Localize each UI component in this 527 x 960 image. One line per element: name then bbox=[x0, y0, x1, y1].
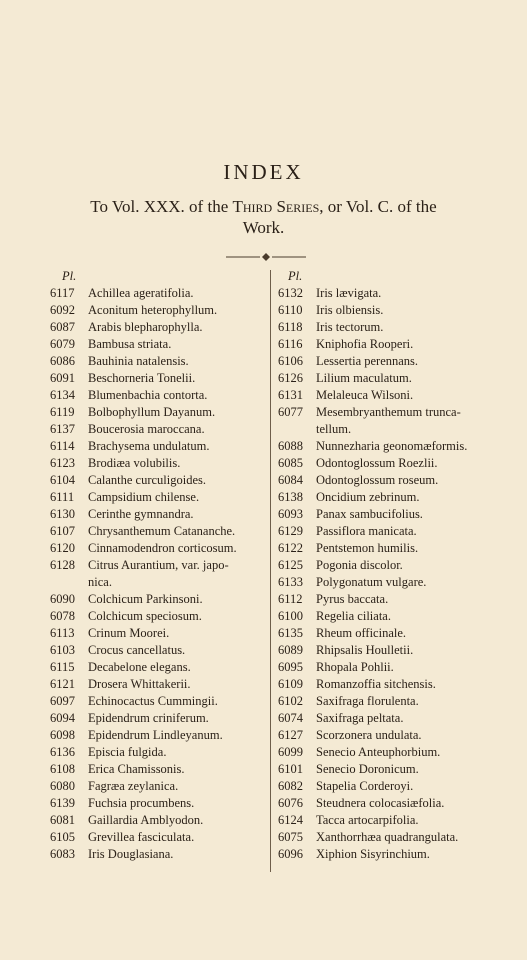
index-entry bbox=[50, 829, 265, 846]
index-entry bbox=[50, 591, 265, 608]
species-name: Oncidium zebrinum. bbox=[316, 490, 420, 504]
plate-number: 6129 bbox=[278, 524, 303, 538]
species-name: Iris Douglasiana. bbox=[88, 847, 174, 861]
index-entry bbox=[278, 557, 493, 574]
plate-number: 6078 bbox=[50, 609, 75, 623]
species-name: Cinnamodendron corticosum. bbox=[88, 541, 237, 555]
index-entry bbox=[50, 353, 265, 370]
index-entry bbox=[278, 778, 493, 795]
species-name: Iris lævigata. bbox=[316, 286, 382, 300]
species-name: Kniphofia Rooperi. bbox=[316, 337, 414, 351]
plate-number: 6113 bbox=[50, 626, 75, 640]
species-name: Erica Chamissonis. bbox=[88, 762, 185, 776]
index-entry bbox=[278, 438, 493, 455]
subtitle-middle: , or Vol. C. of the bbox=[319, 197, 437, 216]
species-name: Arabis blepharophylla. bbox=[88, 320, 203, 334]
index-entry bbox=[278, 336, 493, 353]
index-entry bbox=[278, 812, 493, 829]
species-name: Iris tectorum. bbox=[316, 320, 384, 334]
species-name: Beschorneria Tonelii. bbox=[88, 371, 196, 385]
plate-number: 6117 bbox=[50, 286, 75, 300]
plate-number: 6079 bbox=[50, 337, 75, 351]
index-entry bbox=[278, 523, 493, 540]
plate-number: 6111 bbox=[50, 490, 75, 504]
plate-number: 6139 bbox=[50, 796, 75, 810]
index-entry bbox=[50, 795, 265, 812]
index-entry bbox=[50, 285, 265, 302]
index-entry bbox=[278, 387, 493, 404]
species-name: Mesembryanthemum trunca- bbox=[316, 405, 461, 419]
plate-number: 6126 bbox=[278, 371, 303, 385]
plate-number: 6105 bbox=[50, 830, 75, 844]
species-name: Epidendrum Lindleyanum. bbox=[88, 728, 223, 742]
subtitle-work: Work. bbox=[242, 218, 285, 237]
plate-number: 6101 bbox=[278, 762, 303, 776]
species-name-continuation: nica. bbox=[88, 575, 112, 589]
index-entry bbox=[50, 472, 265, 489]
plate-number: 6103 bbox=[50, 643, 75, 657]
species-name: Bolbophyllum Dayanum. bbox=[88, 405, 216, 419]
index-entry bbox=[278, 285, 493, 302]
index-entry bbox=[278, 506, 493, 523]
species-name: Melaleuca Wilsoni. bbox=[316, 388, 414, 402]
index-entry bbox=[50, 761, 265, 778]
species-name: Saxifraga florulenta. bbox=[316, 694, 419, 708]
species-name: Campsidium chilense. bbox=[88, 490, 200, 504]
index-entry bbox=[50, 693, 265, 710]
plate-number: 6114 bbox=[50, 439, 75, 453]
plate-number: 6081 bbox=[50, 813, 75, 827]
page-subtitle bbox=[40, 196, 487, 238]
index-entry bbox=[50, 336, 265, 353]
plate-number: 6112 bbox=[278, 592, 303, 606]
index-entry bbox=[278, 302, 493, 319]
species-name: Stapelia Corderoyi. bbox=[316, 779, 414, 793]
plate-number: 6087 bbox=[50, 320, 75, 334]
species-name: Colchicum Parkinsoni. bbox=[88, 592, 203, 606]
plate-number: 6116 bbox=[278, 337, 303, 351]
index-entry bbox=[50, 778, 265, 795]
plate-number: 6091 bbox=[50, 371, 75, 385]
column-header-left: Pl. bbox=[62, 269, 77, 283]
species-name: Senecio Doronicum. bbox=[316, 762, 419, 776]
plate-number: 6096 bbox=[278, 847, 303, 861]
species-name: Gaillardia Amblyodon. bbox=[88, 813, 204, 827]
plate-number: 6083 bbox=[50, 847, 75, 861]
plate-number: 6134 bbox=[50, 388, 75, 402]
species-name: Tacca artocarpifolia. bbox=[316, 813, 419, 827]
plate-number: 6109 bbox=[278, 677, 303, 691]
species-name: Pyrus baccata. bbox=[316, 592, 389, 606]
index-entry bbox=[278, 676, 493, 693]
index-entry bbox=[50, 625, 265, 642]
index-entry bbox=[50, 676, 265, 693]
index-entry bbox=[50, 846, 265, 863]
species-name: Colchicum speciosum. bbox=[88, 609, 202, 623]
species-name: Echinocactus Cummingii. bbox=[88, 694, 218, 708]
index-entry bbox=[278, 489, 493, 506]
species-name: Lessertia perennans. bbox=[316, 354, 419, 368]
index-entry bbox=[50, 302, 265, 319]
species-name: Aconitum heterophyllum. bbox=[88, 303, 218, 317]
species-name: Crinum Moorei. bbox=[88, 626, 170, 640]
index-entry bbox=[50, 812, 265, 829]
plate-number: 6124 bbox=[278, 813, 303, 827]
species-name: Senecio Anteuphorbium. bbox=[316, 745, 441, 759]
plate-number: 6119 bbox=[50, 405, 75, 419]
plate-number: 6104 bbox=[50, 473, 75, 487]
species-name: Pogonia discolor. bbox=[316, 558, 403, 572]
species-name: Nunnezharia geonomæformis. bbox=[316, 439, 468, 453]
column-divider bbox=[270, 270, 271, 872]
species-name: Polygonatum vulgare. bbox=[316, 575, 427, 589]
species-name: Rhipsalis Houlletii. bbox=[316, 643, 414, 657]
plate-number: 6076 bbox=[278, 796, 303, 810]
index-entry bbox=[278, 353, 493, 370]
index-entry bbox=[278, 404, 493, 421]
species-name: Pentstemon humilis. bbox=[316, 541, 419, 555]
species-name: Brodiæa volubilis. bbox=[88, 456, 181, 470]
plate-number: 6100 bbox=[278, 609, 303, 623]
index-entry bbox=[278, 761, 493, 778]
plate-number: 6130 bbox=[50, 507, 75, 521]
plate-number: 6099 bbox=[278, 745, 303, 759]
plate-number: 6080 bbox=[50, 779, 75, 793]
plate-number: 6118 bbox=[278, 320, 303, 334]
plate-number: 6127 bbox=[278, 728, 303, 742]
subtitle-series: Third Series bbox=[232, 197, 320, 216]
right-column bbox=[278, 268, 493, 863]
species-name: Fagræa zeylanica. bbox=[88, 779, 179, 793]
index-entry bbox=[278, 370, 493, 387]
index-entry bbox=[278, 472, 493, 489]
subtitle-prefix: To Vol. XXX. of the bbox=[90, 197, 229, 216]
species-name: Passiflora manicata. bbox=[316, 524, 417, 538]
index-entry bbox=[50, 455, 265, 472]
species-name: Rheum officinale. bbox=[316, 626, 407, 640]
plate-number: 6121 bbox=[50, 677, 75, 691]
species-name: Saxifraga peltata. bbox=[316, 711, 404, 725]
plate-number: 6131 bbox=[278, 388, 303, 402]
index-entry bbox=[50, 319, 265, 336]
left-column bbox=[50, 268, 265, 863]
index-entry bbox=[50, 489, 265, 506]
plate-number: 6089 bbox=[278, 643, 303, 657]
species-name-continuation: tellum. bbox=[316, 422, 352, 436]
plate-number: 6106 bbox=[278, 354, 303, 368]
species-name: Steudnera colocasiæfolia. bbox=[316, 796, 445, 810]
species-name: Cerinthe gymnandra. bbox=[88, 507, 194, 521]
species-name: Achillea ageratifolia. bbox=[88, 286, 194, 300]
index-entry bbox=[50, 404, 265, 421]
index-entry bbox=[50, 421, 265, 438]
plate-number: 6138 bbox=[278, 490, 303, 504]
species-name: Bambusa striata. bbox=[88, 337, 172, 351]
species-name: Scorzonera undulata. bbox=[316, 728, 422, 742]
species-name: Blumenbachia contorta. bbox=[88, 388, 208, 402]
species-name: Panax sambucifolius. bbox=[316, 507, 423, 521]
plate-number: 6115 bbox=[50, 660, 75, 674]
index-entry bbox=[50, 387, 265, 404]
page-title: INDEX bbox=[223, 160, 304, 184]
species-name: Crocus cancellatus. bbox=[88, 643, 186, 657]
plate-number: 6122 bbox=[278, 541, 303, 555]
index-entry bbox=[50, 727, 265, 744]
plate-number: 6102 bbox=[278, 694, 303, 708]
species-name: Episcia fulgida. bbox=[88, 745, 167, 759]
species-name: Citrus Aurantium, var. japo- bbox=[88, 558, 229, 572]
index-entry bbox=[50, 506, 265, 523]
index-entry bbox=[278, 829, 493, 846]
index-entry bbox=[50, 438, 265, 455]
index-entry bbox=[278, 710, 493, 727]
species-name: Chrysanthemum Catananche. bbox=[88, 524, 236, 538]
plate-number: 6123 bbox=[50, 456, 75, 470]
index-entry bbox=[50, 744, 265, 761]
index-entry bbox=[278, 319, 493, 336]
index-entry bbox=[50, 370, 265, 387]
species-name: Regelia ciliata. bbox=[316, 609, 391, 623]
species-name: Drosera Whittakerii. bbox=[88, 677, 191, 691]
index-entry bbox=[278, 455, 493, 472]
index-entry bbox=[50, 710, 265, 727]
plate-number: 6074 bbox=[278, 711, 303, 725]
index-entry bbox=[278, 659, 493, 676]
plate-number: 6086 bbox=[50, 354, 75, 368]
plate-number: 6098 bbox=[50, 728, 75, 742]
index-entry bbox=[50, 608, 265, 625]
plate-number: 6132 bbox=[278, 286, 303, 300]
plate-number: 6135 bbox=[278, 626, 303, 640]
index-entry bbox=[278, 574, 493, 591]
index-entry bbox=[278, 625, 493, 642]
index-entry bbox=[50, 557, 265, 574]
ornament-divider bbox=[226, 252, 306, 262]
plate-number: 6095 bbox=[278, 660, 303, 674]
plate-number: 6120 bbox=[50, 541, 75, 555]
plate-number: 6133 bbox=[278, 575, 303, 589]
index-entry bbox=[278, 693, 493, 710]
index-entry bbox=[278, 540, 493, 557]
plate-number: 6082 bbox=[278, 779, 303, 793]
species-name: Fuchsia procumbens. bbox=[88, 796, 195, 810]
plate-number: 6090 bbox=[50, 592, 75, 606]
index-entry bbox=[278, 642, 493, 659]
species-name: Odontoglossum Roezlii. bbox=[316, 456, 438, 470]
species-name: Rhopala Pohlii. bbox=[316, 660, 394, 674]
plate-number: 6084 bbox=[278, 473, 303, 487]
index-entry bbox=[278, 846, 493, 863]
plate-number: 6094 bbox=[50, 711, 75, 725]
index-entry bbox=[278, 591, 493, 608]
column-header-right: Pl. bbox=[288, 269, 303, 283]
species-name: Xanthorrhæa quadrangulata. bbox=[316, 830, 459, 844]
plate-number: 6128 bbox=[50, 558, 75, 572]
plate-number: 6092 bbox=[50, 303, 75, 317]
plate-number: 6075 bbox=[278, 830, 303, 844]
species-name: Xiphion Sisyrinchium. bbox=[316, 847, 430, 861]
species-name: Bauhinia natalensis. bbox=[88, 354, 189, 368]
plate-number: 6136 bbox=[50, 745, 75, 759]
plate-number: 6093 bbox=[278, 507, 303, 521]
plate-number: 6088 bbox=[278, 439, 303, 453]
plate-number: 6137 bbox=[50, 422, 75, 436]
plate-number: 6077 bbox=[278, 405, 303, 419]
plate-number: 6097 bbox=[50, 694, 75, 708]
plate-number: 6125 bbox=[278, 558, 303, 572]
species-name: Calanthe curculigoides. bbox=[88, 473, 207, 487]
species-name: Iris olbiensis. bbox=[316, 303, 384, 317]
plate-number: 6110 bbox=[278, 303, 303, 317]
plate-number: 6085 bbox=[278, 456, 303, 470]
species-name: Brachysema undulatum. bbox=[88, 439, 210, 453]
species-name: Romanzoffia sitchensis. bbox=[316, 677, 436, 691]
index-entry bbox=[50, 540, 265, 557]
species-name: Odontoglossum roseum. bbox=[316, 473, 439, 487]
plate-number: 6108 bbox=[50, 762, 75, 776]
index-entry bbox=[278, 744, 493, 761]
index-entry bbox=[278, 727, 493, 744]
index-entry bbox=[50, 659, 265, 676]
species-name: Decabelone elegans. bbox=[88, 660, 191, 674]
index-entry bbox=[278, 795, 493, 812]
plate-number: 6107 bbox=[50, 524, 75, 538]
species-name: Epidendrum criniferum. bbox=[88, 711, 209, 725]
species-name: Boucerosia maroccana. bbox=[88, 422, 205, 436]
index-entry bbox=[278, 608, 493, 625]
species-name: Lilium maculatum. bbox=[316, 371, 412, 385]
index-entry bbox=[50, 523, 265, 540]
index-entry bbox=[50, 642, 265, 659]
species-name: Grevillea fasciculata. bbox=[88, 830, 195, 844]
